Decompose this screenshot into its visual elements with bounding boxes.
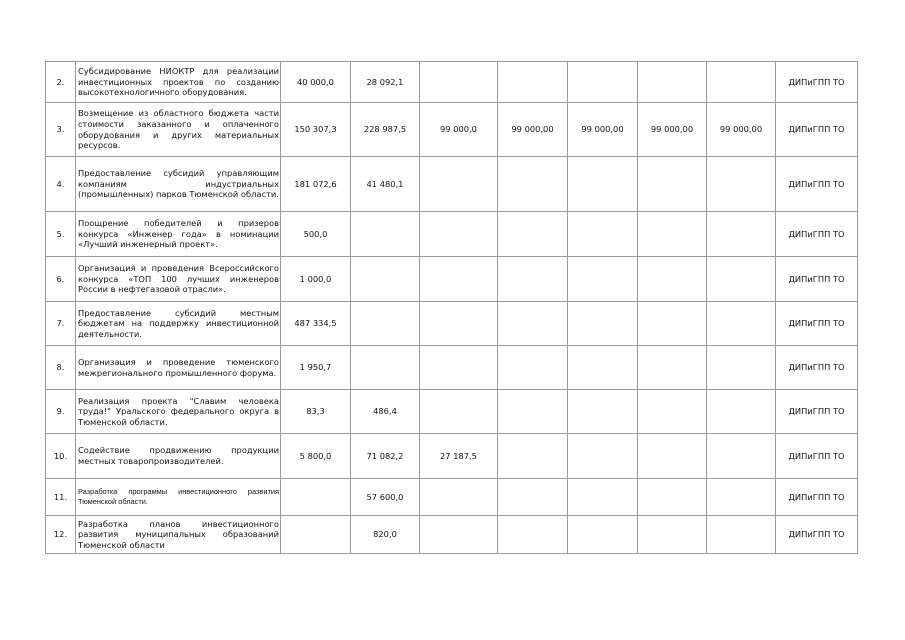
responsible-department: ДИПиГПП ТО	[776, 103, 858, 157]
value-cell	[351, 257, 420, 302]
responsible-department: ДИПиГПП ТО	[776, 212, 858, 257]
value-cell	[638, 302, 707, 346]
table-row	[46, 434, 858, 479]
value-cell: 1 950,7	[281, 346, 351, 390]
value-cell	[498, 390, 568, 434]
value-cell: 99 000,0	[420, 103, 498, 157]
value-cell	[638, 390, 707, 434]
value-cell	[707, 390, 776, 434]
responsible-department: ДИПиГПП ТО	[776, 390, 858, 434]
value-cell	[498, 62, 568, 103]
value-cell	[568, 479, 638, 516]
table-row	[46, 212, 858, 257]
value-cell: 71 082,2	[351, 434, 420, 479]
value-cell	[420, 257, 498, 302]
value-cell	[638, 516, 707, 554]
value-cell	[707, 212, 776, 257]
value-cell	[568, 257, 638, 302]
value-cell	[281, 516, 351, 554]
row-number: 4.	[46, 157, 76, 212]
value-cell	[420, 62, 498, 103]
activity-description: Организация и проведения Всероссийского конкурса «ТОП 100 лучших инженеров России в нефтегазовой отрасли».	[76, 257, 281, 302]
responsible-department: ДИПиГПП ТО	[776, 516, 858, 554]
row-number: 10.	[46, 434, 76, 479]
value-cell: 486,4	[351, 390, 420, 434]
value-cell	[638, 157, 707, 212]
value-cell	[420, 212, 498, 257]
value-cell	[638, 479, 707, 516]
value-cell	[568, 390, 638, 434]
responsible-department: ДИПиГПП ТО	[776, 257, 858, 302]
value-cell	[707, 479, 776, 516]
value-cell: 1 000,0	[281, 257, 351, 302]
value-cell	[568, 516, 638, 554]
activity-description: Предоставление субсидий местным бюджетам на поддержку инвестиционной деятельности.	[76, 302, 281, 346]
value-cell	[707, 516, 776, 554]
value-cell	[498, 212, 568, 257]
value-cell: 57 600,0	[351, 479, 420, 516]
value-cell	[281, 479, 351, 516]
value-cell	[420, 302, 498, 346]
row-number: 2.	[46, 62, 76, 103]
table-row	[46, 302, 858, 346]
activity-description: Субсидирование НИОКТР для реализации инвестиционных проектов по созданию высокотехнологичного оборудования.	[76, 62, 281, 103]
value-cell	[568, 157, 638, 212]
activity-description: Поощрение победителей и призеров конкурса «Инженер года» в номинации «Лучший инженерный проект».	[76, 212, 281, 257]
value-cell: 40 000,0	[281, 62, 351, 103]
value-cell: 99 000,00	[498, 103, 568, 157]
program-activities-table	[45, 61, 858, 554]
value-cell	[498, 302, 568, 346]
row-number: 7.	[46, 302, 76, 346]
responsible-department: ДИПиГПП ТО	[776, 62, 858, 103]
value-cell	[351, 302, 420, 346]
value-cell	[568, 346, 638, 390]
value-cell	[707, 62, 776, 103]
activity-description: Содействие продвижению продукции местных товаропроизводителей.	[76, 434, 281, 479]
value-cell	[420, 516, 498, 554]
responsible-department: ДИПиГПП ТО	[776, 346, 858, 390]
value-cell	[707, 434, 776, 479]
value-cell	[568, 212, 638, 257]
value-cell: 181 072,6	[281, 157, 351, 212]
row-number: 9.	[46, 390, 76, 434]
value-cell	[498, 157, 568, 212]
value-cell	[638, 62, 707, 103]
value-cell	[498, 479, 568, 516]
value-cell	[351, 212, 420, 257]
value-cell	[568, 302, 638, 346]
value-cell: 99 000,00	[568, 103, 638, 157]
value-cell	[498, 516, 568, 554]
value-cell	[638, 434, 707, 479]
activity-description: Разработка программы инвестиционного развития Тюменской области.	[76, 479, 281, 516]
activity-description: Реализация проекта "Славим человека труда!" Уральского федерального округа в Тюменской области.	[76, 390, 281, 434]
value-cell	[420, 390, 498, 434]
activity-description: Разработка планов инвестиционного развития муниципальных образований Тюменской области	[76, 516, 281, 554]
value-cell	[420, 346, 498, 390]
value-cell	[707, 302, 776, 346]
row-number: 8.	[46, 346, 76, 390]
value-cell	[638, 212, 707, 257]
table-row	[46, 157, 858, 212]
value-cell	[498, 434, 568, 479]
responsible-department: ДИПиГПП ТО	[776, 479, 858, 516]
activity-description: Возмещение из областного бюджета части стоимости заказанного и оплаченного оборудования и других материальных ресурсов.	[76, 103, 281, 157]
activity-description: Организация и проведение тюменского межрегионального промышленного форума.	[76, 346, 281, 390]
value-cell: 41 480,1	[351, 157, 420, 212]
table-row	[46, 103, 858, 157]
value-cell	[498, 346, 568, 390]
table-row	[46, 479, 858, 516]
value-cell	[568, 434, 638, 479]
table-row	[46, 346, 858, 390]
row-number: 12.	[46, 516, 76, 554]
row-number: 6.	[46, 257, 76, 302]
row-number: 11.	[46, 479, 76, 516]
row-number: 3.	[46, 103, 76, 157]
activity-description: Предоставление субсидий управляющим компаниям индустриальных (промышленных) парков Тюменской области.	[76, 157, 281, 212]
value-cell	[707, 257, 776, 302]
value-cell	[638, 346, 707, 390]
row-number: 5.	[46, 212, 76, 257]
value-cell: 228 987,5	[351, 103, 420, 157]
value-cell: 83,3	[281, 390, 351, 434]
value-cell	[351, 346, 420, 390]
responsible-department: ДИПиГПП ТО	[776, 157, 858, 212]
table-row	[46, 390, 858, 434]
value-cell	[498, 257, 568, 302]
value-cell: 5 800,0	[281, 434, 351, 479]
value-cell: 150 307,3	[281, 103, 351, 157]
responsible-department: ДИПиГПП ТО	[776, 302, 858, 346]
value-cell	[638, 257, 707, 302]
value-cell: 500,0	[281, 212, 351, 257]
value-cell: 28 092,1	[351, 62, 420, 103]
table-row	[46, 257, 858, 302]
value-cell: 99 000,00	[707, 103, 776, 157]
value-cell	[420, 479, 498, 516]
value-cell: 487 334,5	[281, 302, 351, 346]
value-cell	[707, 346, 776, 390]
value-cell: 27 187,5	[420, 434, 498, 479]
table-row	[46, 516, 858, 554]
value-cell: 99 000,00	[638, 103, 707, 157]
responsible-department: ДИПиГПП ТО	[776, 434, 858, 479]
value-cell	[420, 157, 498, 212]
value-cell	[707, 157, 776, 212]
value-cell	[568, 62, 638, 103]
value-cell: 820,0	[351, 516, 420, 554]
table-row	[46, 62, 858, 103]
